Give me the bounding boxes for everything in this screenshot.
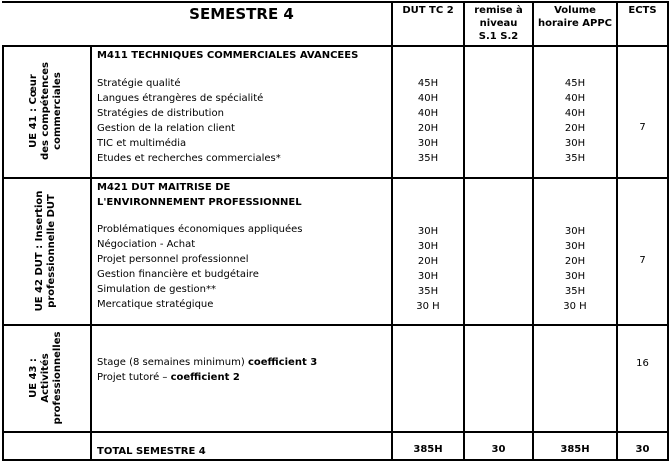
table-border-bottom <box>2 459 669 461</box>
table-rule-header <box>2 45 669 47</box>
total-remise: 30 <box>491 444 506 455</box>
ue42-appc-hours: 30H 30H 20H 30H 35H 30 H <box>563 226 587 312</box>
total-appc: 385H <box>560 444 590 455</box>
total-ects: 30 <box>635 444 650 455</box>
ue41-dut-hours: 45H 40H 40H 20H 30H 35H <box>417 78 439 164</box>
table-rule-ue42 <box>2 324 669 326</box>
table-rule-ue43 <box>2 431 669 433</box>
ue41-ects: 7 <box>639 122 646 133</box>
header-ects: ECTS <box>628 5 657 16</box>
list-item: Gestion de la relation client <box>97 123 235 134</box>
semester-table: SEMESTRE 4 DUT TC 2 remise à niveau S.1 S.2 Volume horaire APPC ECTS UE 41 : Cœur des compétences commerciales M411 TECHNIQUES COMMERCIALES AVANCEES Stratégie qualité Langues étrangères de spécialité Stratégies de distribution Gestion de la relation client TIC et multimédia Etudes et recherches commerciales* 45H 40H 40H 20H 30H 35H 45H 40H 40H 20H 30H 35H 7 UE 42 DUT : Insertion professionnelle DUT M421 DUT MAITRISE DE L'ENVIRONNEMENT PROFESSIONNEL Problématiques économiques appliquées Négociation - Achat Projet personnel professionnel Gestion financière et budgétaire Simulation de gestion** Mercatique stratégique 30H 30H 20H 30H 35H 30 H 30H 30H 20H 30H 35H 30 H 7 UE 43 : Activités professionnelles Stage (8 semaines minimum) coefficient 3 Projet tutoré – coefficient 2 16 TOTAL SEMESTRE 4 385H 30 385H 30 <box>0 0 671 463</box>
list-item: Stratégies de distribution <box>97 108 224 119</box>
projet-coefficient: coefficient 2 <box>170 372 240 383</box>
list-item: Simulation de gestion** <box>97 284 216 295</box>
header-dut: DUT TC 2 <box>402 5 454 16</box>
ue41-items <box>97 76 281 166</box>
ue43-stage: Stage (8 semaines minimum) coefficient 3 <box>97 357 318 368</box>
total-dut: 385H <box>413 444 443 455</box>
ue42-ects: 7 <box>639 255 646 266</box>
list-item: Mercatique stratégique <box>97 299 214 310</box>
table-rule-ue41 <box>2 177 669 179</box>
list-item: TIC et multimédia <box>97 138 187 149</box>
list-item: Problématiques économiques appliquées <box>97 224 303 235</box>
table-rule-col3 <box>463 1 465 461</box>
table-rule-col5 <box>616 1 618 461</box>
list-item: Projet personnel professionnel <box>97 254 249 265</box>
total-label: TOTAL SEMESTRE 4 <box>97 446 206 457</box>
table-border-top <box>2 1 669 3</box>
ue43-projet: Projet tutoré – coefficient 2 <box>97 372 240 383</box>
ue43-ects: 16 <box>636 358 649 369</box>
semester-title: SEMESTRE 4 <box>189 5 294 23</box>
table-border-right <box>667 1 669 461</box>
stage-coefficient: coefficient 3 <box>247 357 318 368</box>
ue42-items <box>97 222 303 312</box>
header-volume: Volume horaire APPC <box>537 5 613 29</box>
ue41-module-title: M411 TECHNIQUES COMMERCIALES AVANCEES <box>97 50 359 61</box>
ue42-module-title: M421 DUT MAITRISE DE L'ENVIRONNEMENT PROFESSIONNEL <box>97 182 302 208</box>
header-remise: remise à niveau S.1 S.2 <box>474 5 523 42</box>
list-item: Négociation - Achat <box>97 239 196 250</box>
ue42-dut-hours: 30H 30H 20H 30H 35H 30 H <box>416 226 440 312</box>
list-item: Gestion financière et budgétaire <box>97 269 259 280</box>
list-item: Langues étrangères de spécialité <box>97 93 264 104</box>
ue41-appc-hours: 45H 40H 40H 20H 30H 35H <box>564 78 586 164</box>
list-item: Stratégie qualité <box>97 78 181 89</box>
list-item: Etudes et recherches commerciales* <box>97 153 281 164</box>
table-border-left <box>2 45 4 461</box>
table-rule-col1 <box>90 45 92 461</box>
